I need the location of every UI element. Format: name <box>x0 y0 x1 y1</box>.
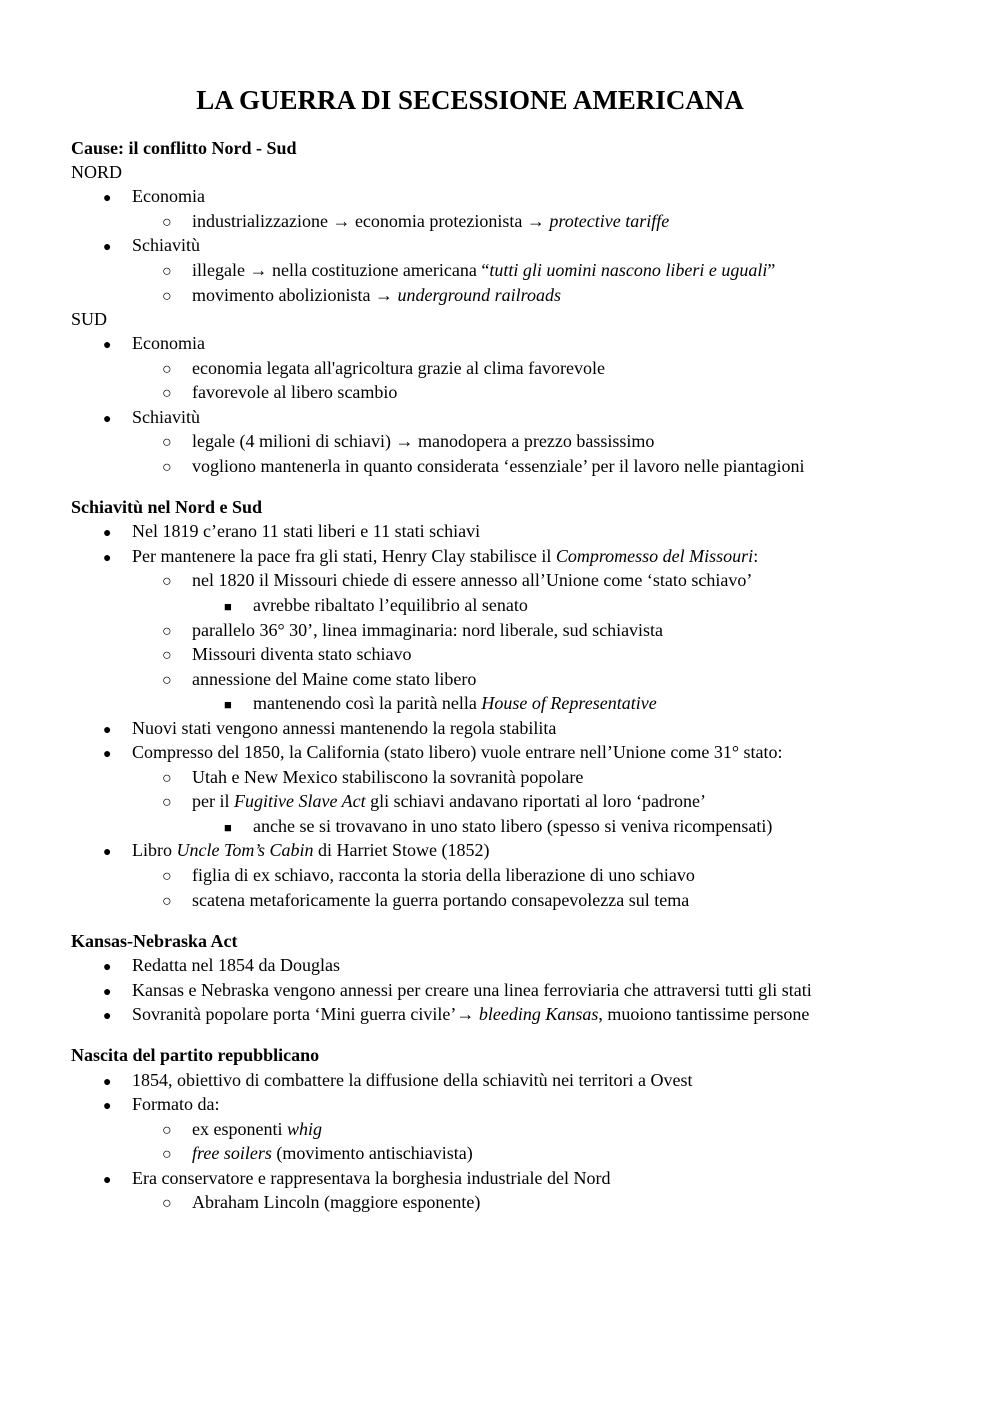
circle-bullet-icon: ○ <box>162 459 172 476</box>
list-item-l2 <box>162 568 752 594</box>
italic-text: House of Representative <box>481 693 657 713</box>
circle-bullet-icon: ○ <box>162 573 172 590</box>
italic-text: protective tariffe <box>549 211 670 231</box>
line-text: Cause: il conflitto Nord - Sud <box>71 138 297 158</box>
line-text: favorevole al libero scambio <box>192 382 398 402</box>
list-item-l1 <box>103 1068 693 1095</box>
text-segment: di Harriet Stowe (1852) <box>313 840 490 860</box>
text-segment: : <box>753 546 759 566</box>
square-bullet-icon: ■ <box>224 697 232 712</box>
line-text: Economia <box>132 186 205 206</box>
line-text <box>132 546 758 566</box>
list-item-l1 <box>103 978 812 1005</box>
list-item-l2 <box>162 1117 322 1143</box>
text-segment: per il <box>192 791 234 811</box>
square-bullet-icon: ■ <box>224 820 232 835</box>
bullet-icon: ● <box>103 526 112 541</box>
line-text: Era conservatore e rappresentava la borghesia industriale del Nord <box>132 1168 611 1188</box>
list-item-l2 <box>162 888 689 914</box>
italic-text: tutti gli uomini nascono liberi e uguali <box>489 260 768 280</box>
line-text: parallelo 36° 30’, linea immaginaria: nord liberale, sud schiavista <box>192 620 664 640</box>
list-item-l2 <box>162 209 669 235</box>
line-text <box>192 791 706 811</box>
line-text: Nuovi stati vengono annessi mantenendo la regola stabilita <box>132 718 557 738</box>
line-text <box>192 260 775 280</box>
list-item-l1 <box>103 838 490 865</box>
line-text: Nascita del partito repubblicano <box>71 1045 320 1065</box>
list-item-l1 <box>103 233 200 260</box>
list-item-l1 <box>103 1092 220 1119</box>
bullet-icon: ● <box>103 1099 112 1114</box>
italic-text: free soilers <box>192 1143 272 1163</box>
list-item-l3 <box>224 691 657 717</box>
line-text: nel 1820 il Missouri chiede di essere annesso all’Unione come ‘stato schiavo’ <box>192 570 753 590</box>
text-segment: ex esponenti <box>192 1119 287 1139</box>
bullet-icon: ● <box>103 723 112 738</box>
bullet-icon: ● <box>103 960 112 975</box>
section-heading <box>71 1043 319 1067</box>
list-item-l2 <box>162 429 654 455</box>
circle-bullet-icon: ○ <box>162 893 172 910</box>
circle-bullet-icon: ○ <box>162 1122 172 1139</box>
text-segment: illegale → nella costituzione americana “ <box>192 260 490 280</box>
circle-bullet-icon: ○ <box>162 434 172 451</box>
circle-bullet-icon: ○ <box>162 794 172 811</box>
list-item-l2 <box>162 667 476 693</box>
italic-text: Compromesso del Missouri <box>555 546 754 566</box>
circle-bullet-icon: ○ <box>162 1195 172 1212</box>
square-bullet-icon: ■ <box>224 599 232 614</box>
italic-text: bleeding Kansas <box>478 1004 599 1024</box>
section-heading <box>71 136 297 160</box>
list-item-l1 <box>103 1166 610 1193</box>
text-segment: gli schiavi andavano riportati al loro ‘padrone’ <box>365 791 707 811</box>
list-item-l1 <box>103 544 758 571</box>
bullet-icon: ● <box>103 191 112 206</box>
line-text: Kansas e Nebraska vengono annessi per creare una linea ferroviaria che attraversi tutti gli stati <box>132 980 812 1000</box>
text-segment: ” <box>767 260 776 280</box>
line-text: Economia <box>132 333 205 353</box>
region-label <box>71 160 122 184</box>
line-text <box>253 693 657 713</box>
line-text: anche se si trovavano in uno stato libero (spesso si veniva ricompensati) <box>253 816 773 836</box>
circle-bullet-icon: ○ <box>162 672 172 689</box>
line-text: Kansas-Nebraska Act <box>71 931 238 951</box>
list-item-l1 <box>103 716 556 743</box>
section-heading <box>71 929 238 953</box>
list-item-l2 <box>162 1141 473 1167</box>
bullet-icon: ● <box>103 1173 112 1188</box>
list-item-l2 <box>162 454 804 480</box>
list-item-l3 <box>224 814 772 840</box>
list-item-l2 <box>162 863 695 889</box>
bullet-icon: ● <box>103 985 112 1000</box>
bullet-icon: ● <box>103 845 112 860</box>
text-segment: , muoiono tantissime persone <box>598 1004 810 1024</box>
line-text: Schiavitù <box>132 235 200 255</box>
circle-bullet-icon: ○ <box>162 288 172 305</box>
list-item-l1 <box>103 740 783 767</box>
list-item-l2 <box>162 380 397 406</box>
bullet-icon: ● <box>103 1009 112 1024</box>
line-text: Missouri diventa stato schiavo <box>192 644 412 664</box>
line-text: avrebbe ribaltato l’equilibrio al senato <box>253 595 528 615</box>
bullet-icon: ● <box>103 1075 112 1090</box>
text-segment: movimento abolizionista → <box>192 285 398 305</box>
line-text: Schiavitù <box>132 407 200 427</box>
text-segment: industrializzazione → economia protezionista → <box>192 211 550 231</box>
region-label <box>71 307 107 331</box>
line-text: vogliono mantenerla in quanto considerata ‘essenziale’ per il lavoro nelle piantagioni <box>192 456 805 476</box>
line-text <box>192 1119 322 1139</box>
list-item-l2 <box>162 283 561 309</box>
list-item-l3 <box>224 593 528 619</box>
circle-bullet-icon: ○ <box>162 1146 172 1163</box>
line-text: Nel 1819 c’erano 11 stati liberi e 11 stati schiavi <box>132 521 481 541</box>
list-item-l2 <box>162 618 663 644</box>
circle-bullet-icon: ○ <box>162 263 172 280</box>
list-item-l1 <box>103 331 205 358</box>
line-text: Abraham Lincoln (maggiore esponente) <box>192 1192 481 1212</box>
circle-bullet-icon: ○ <box>162 647 172 664</box>
line-text: Utah e New Mexico stabiliscono la sovranità popolare <box>192 767 584 787</box>
bullet-icon: ● <box>103 338 112 353</box>
list-item-l2 <box>162 789 706 815</box>
list-item-l2 <box>162 356 605 382</box>
list-item-l1 <box>103 184 205 211</box>
italic-text: underground railroads <box>397 285 561 305</box>
line-text: Compresso del 1850, la California (stato libero) vuole entrare nell’Unione come 31° stato: <box>132 742 783 762</box>
bullet-icon: ● <box>103 412 112 427</box>
italic-text: whig <box>286 1119 322 1139</box>
circle-bullet-icon: ○ <box>162 623 172 640</box>
list-item-l1 <box>103 953 340 980</box>
bullet-icon: ● <box>103 240 112 255</box>
bullet-icon: ● <box>103 747 112 762</box>
circle-bullet-icon: ○ <box>162 385 172 402</box>
line-text: scatena metaforicamente la guerra portando consapevolezza sul tema <box>192 890 690 910</box>
text-segment: mantenendo così la parità nella <box>253 693 482 713</box>
circle-bullet-icon: ○ <box>162 770 172 787</box>
line-text: annessione del Maine come stato libero <box>192 669 477 689</box>
section-heading <box>71 495 262 519</box>
text-segment: Per mantenere la pace fra gli stati, Henry Clay stabilisce il <box>132 546 556 566</box>
line-text <box>132 840 490 860</box>
line-text <box>132 1004 809 1024</box>
circle-bullet-icon: ○ <box>162 868 172 885</box>
line-text: Redatta nel 1854 da Douglas <box>132 955 340 975</box>
line-text: Formato da: <box>132 1094 220 1114</box>
line-text: economia legata all'agricoltura grazie al clima favorevole <box>192 358 606 378</box>
list-item-l2 <box>162 258 775 284</box>
bullet-icon: ● <box>103 551 112 566</box>
circle-bullet-icon: ○ <box>162 361 172 378</box>
list-item-l1 <box>103 405 200 432</box>
line-text: SUD <box>71 309 108 329</box>
circle-bullet-icon: ○ <box>162 214 172 231</box>
list-item-l1 <box>103 1002 809 1029</box>
line-text: NORD <box>71 162 123 182</box>
line-text <box>192 285 561 305</box>
italic-text: Fugitive Slave Act <box>234 791 366 811</box>
list-item-l2 <box>162 765 583 791</box>
list-item-l1 <box>103 519 480 546</box>
list-item-l2 <box>162 1190 480 1216</box>
document-title: LA GUERRA DI SECESSIONE AMERICANA <box>196 85 744 115</box>
line-text: Schiavitù nel Nord e Sud <box>71 497 263 517</box>
text-segment: (movimento antischiavista) <box>271 1143 473 1163</box>
line-text: figlia di ex schiavo, racconta la storia della liberazione di uno schiavo <box>192 865 695 885</box>
line-text <box>192 211 669 231</box>
text-segment: Sovranità popolare porta ‘Mini guerra civile’→ <box>132 1004 479 1024</box>
line-text: 1854, obiettivo di combattere la diffusione della schiavitù nei territori a Ovest <box>132 1070 693 1090</box>
line-text <box>192 1143 473 1163</box>
line-text: legale (4 milioni di schiavi) → manodopera a prezzo bassissimo <box>192 431 655 451</box>
italic-text: Uncle Tom’s Cabin <box>176 840 314 860</box>
list-item-l2 <box>162 642 411 668</box>
text-segment: Libro <box>132 840 177 860</box>
